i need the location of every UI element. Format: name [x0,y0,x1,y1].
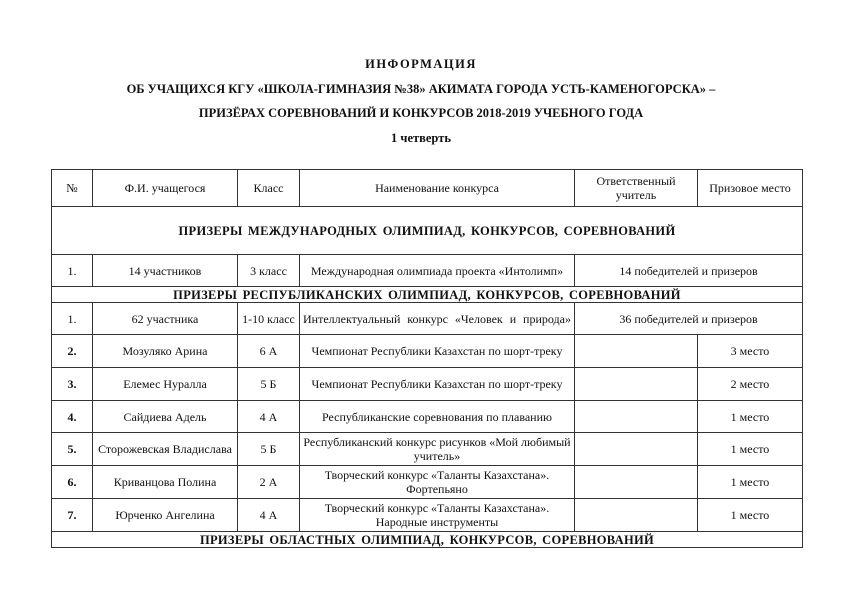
section-row-regional [52,532,803,548]
row-class: 5 Б [238,433,300,466]
row-place: 1 место [698,466,803,499]
row-class: 6 А [238,335,300,368]
row-class: 1-10 класс [238,303,300,335]
table-row [52,255,803,287]
row-contest: Творческий конкурс «Таланты Казахстана». Фортепьяно [300,466,575,499]
quarter-label: 1 четверть [391,131,451,145]
row-result: 36 победителей и призеров [575,303,803,335]
row-student: Юрченко Ангелина [93,499,238,532]
row-student: 14 участников [93,255,238,287]
row-num: 5. [52,433,93,466]
row-num: 2. [52,335,93,368]
row-teacher [575,368,698,401]
document-subtitle-line1: ОБ УЧАЩИХСЯ КГУ «ШКОЛА-ГИМНАЗИЯ №38» АКИМАТА ГОРОДА УСТЬ-КАМЕНОГОРСКА» – [126,82,716,96]
table-row [52,368,803,401]
row-teacher [575,335,698,368]
row-teacher [575,433,698,466]
row-place: 1 место [698,499,803,532]
row-class: 2 А [238,466,300,499]
row-teacher [575,499,698,532]
row-num: 1. [52,255,93,287]
row-class: 4 А [238,499,300,532]
row-student: Криванцова Полина [93,466,238,499]
row-contest: Чемпионат Республики Казахстан по шорт-треку [300,335,575,368]
row-class: 5 Б [238,368,300,401]
row-num: 1. [52,303,93,335]
section-title-international: ПРИЗЕРЫ МЕЖДУНАРОДНЫХ ОЛИМПИАД, КОНКУРСОВ, СОРЕВНОВАНИЙ [52,207,803,255]
table-row [52,401,803,433]
table-row [52,499,803,532]
row-contest: Интеллектуальный конкурс «Человек и природа» [300,303,575,335]
col-header-contest: Наименование конкурса [300,170,575,207]
row-student: Мозуляко Арина [93,335,238,368]
section-title-republic: ПРИЗЕРЫ РЕСПУБЛИКАНСКИХ ОЛИМПИАД, КОНКУРСОВ, СОРЕВНОВАНИЙ [52,287,803,303]
table-row [52,466,803,499]
row-num: 6. [52,466,93,499]
row-num: 7. [52,499,93,532]
row-num: 3. [52,368,93,401]
table-row [52,335,803,368]
row-student: 62 участника [93,303,238,335]
col-header-teacher: Ответственный учитель [575,170,698,207]
col-header-class: Класс [238,170,300,207]
row-contest: Чемпионат Республики Казахстан по шорт-треку [300,368,575,401]
row-contest: Международная олимпиада проекта «Интолимп» [300,255,575,287]
row-class: 4 А [238,401,300,433]
row-contest: Творческий конкурс «Таланты Казахстана». Народные инструменты [300,499,575,532]
col-header-place: Призовое место [698,170,803,207]
document-title: ИНФОРМАЦИЯ [365,57,477,71]
table-header-row [52,170,803,207]
row-teacher [575,401,698,433]
table-row [52,303,803,335]
results-table [51,169,803,548]
row-place: 3 место [698,335,803,368]
col-header-num: № [52,170,93,207]
row-place: 1 место [698,401,803,433]
row-result: 14 победителей и призеров [575,255,803,287]
section-title-regional: ПРИЗЕРЫ ОБЛАСТНЫХ ОЛИМПИАД, КОНКУРСОВ, СОРЕВНОВАНИЙ [52,532,803,548]
row-contest: Республиканские соревнования по плаванию [300,401,575,433]
document-subtitle-line2: ПРИЗЁРАХ СОРЕВНОВАНИЙ И КОНКУРСОВ 2018-2019 УЧЕБНОГО ГОДА [198,106,644,120]
row-contest: Республиканский конкурс рисунков «Мой любимый учитель» [300,433,575,466]
row-student: Елемес Нуралла [93,368,238,401]
row-num: 4. [52,401,93,433]
table-row [52,433,803,466]
row-place: 2 место [698,368,803,401]
section-row-international [52,207,803,255]
row-place: 1 место [698,433,803,466]
row-teacher [575,466,698,499]
row-student: Сторожевская Владислава [93,433,238,466]
row-class: 3 класс [238,255,300,287]
col-header-name: Ф.И. учащегося [93,170,238,207]
row-student: Сайдиева Адель [93,401,238,433]
section-row-republic [52,287,803,303]
